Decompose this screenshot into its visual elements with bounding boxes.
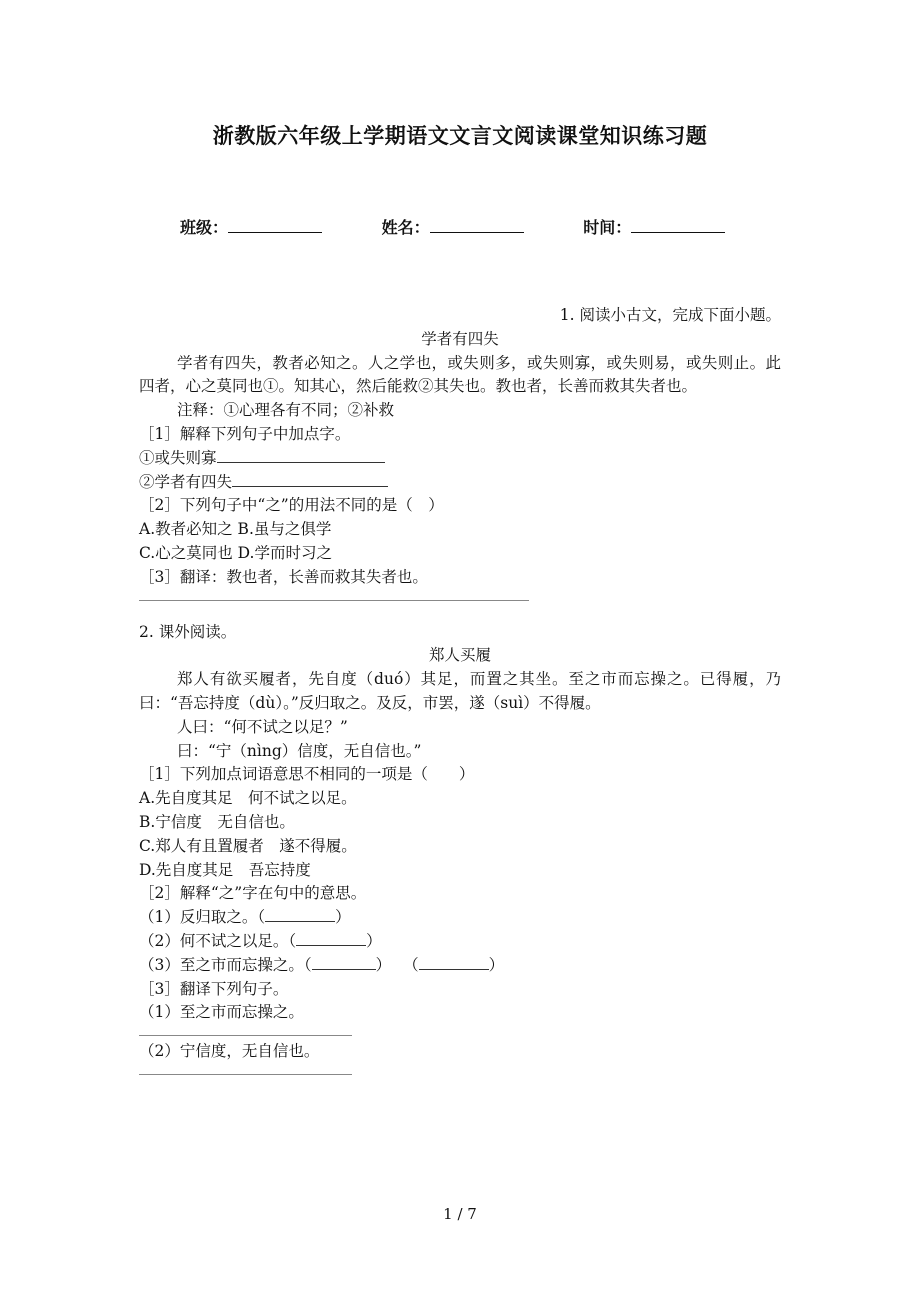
q2-item-2: （2）何不试之以足。（ bbox=[139, 931, 297, 950]
q1-passage: 学者有四失，教者必知之。人之学也，或失则多，或失则寡，或失则易，或失则止。此四者，心之莫同也①。知其心，然后能救②其失也。教也者，长善而救其失者也。 bbox=[139, 353, 781, 396]
q1-sub1-b-row bbox=[139, 471, 781, 495]
class-blank[interactable] bbox=[228, 220, 322, 233]
q1-sub2-options-ab: A.教者必知之 B.虽与之俱学 bbox=[139, 520, 332, 539]
q1-note: 注释：①心理各有不同；②补救 bbox=[177, 401, 395, 420]
class-label: 班级： bbox=[180, 218, 229, 237]
name-blank[interactable] bbox=[430, 220, 524, 233]
q2-item-2-blank[interactable] bbox=[296, 931, 366, 946]
q1-sub1-b: ②学者有四失 bbox=[139, 472, 233, 491]
q2-item-2-close: ） bbox=[366, 931, 382, 950]
q2-item-3-blank-1[interactable] bbox=[312, 955, 376, 970]
q1-sub1-a-blank[interactable] bbox=[217, 448, 385, 463]
q2-option-a: A.先自度其足 何不试之以足。 bbox=[139, 789, 357, 808]
time-label: 时间： bbox=[583, 218, 632, 237]
q1-sub1-a: ①或失则寡 bbox=[139, 448, 217, 467]
q2-item-3-blank-2[interactable] bbox=[419, 955, 489, 970]
q2-sub3: ［3］翻译下列句子。 bbox=[139, 979, 289, 998]
q2-item-3-close-1: ） bbox=[375, 955, 392, 974]
student-info-row bbox=[180, 215, 779, 238]
time-blank[interactable] bbox=[631, 220, 725, 233]
q2-passage: 郑人有欲买履者，先自度（duó）其足，而置之其坐。至之市而忘操之。已得履，乃曰：“吾忘持度（dù）。”反归取之。及反，市罢，遂（suì）不得履。 bbox=[139, 670, 781, 712]
q1-heading: 1. 阅读小古文，完成下面小题。 bbox=[559, 306, 781, 324]
q1-sub1-a-row bbox=[139, 447, 781, 471]
q2-item-1-blank[interactable] bbox=[265, 907, 335, 922]
q2-dialog-1: 人曰：“何不试之以足？” bbox=[177, 717, 348, 736]
page-title: 浙教版六年级上学期语文文言文阅读课堂知识练习题 bbox=[212, 124, 708, 148]
q1-sub2-options-cd: C.心之莫同也 D.学而时习之 bbox=[139, 543, 332, 562]
q2-option-c: C.郑人有且置履者 遂不得履。 bbox=[139, 836, 357, 855]
q2-item-1: （1）反归取之。（ bbox=[139, 908, 266, 927]
time-field[interactable] bbox=[583, 215, 725, 238]
q2-trans-2-answer-line[interactable] bbox=[139, 1074, 352, 1075]
q1-sub3: ［3］翻译：教也者，长善而救其失者也。 bbox=[139, 567, 428, 586]
question-content bbox=[139, 304, 781, 1075]
q2-heading: 2. 课外阅读。 bbox=[139, 622, 237, 641]
q2-item-1-row bbox=[139, 906, 781, 930]
q2-item-2-row bbox=[139, 930, 781, 954]
q1-sub1-b-blank[interactable] bbox=[232, 472, 388, 487]
q2-passage-title: 郑人买履 bbox=[428, 646, 491, 665]
q1-sub1: ［1］解释下列句子中加点字。 bbox=[139, 424, 351, 443]
name-field[interactable] bbox=[382, 215, 524, 238]
class-field[interactable] bbox=[180, 215, 322, 238]
spacer bbox=[139, 601, 781, 621]
q2-item-3-row bbox=[139, 954, 781, 978]
q2-option-d: D.先自度其足 吾忘持度 bbox=[139, 860, 311, 879]
q2-sub1: ［1］下列加点词语意思不相同的一项是（ ） bbox=[139, 765, 475, 784]
page-number: 1 / 7 bbox=[443, 1205, 477, 1223]
q2-dialog-2: 曰：“宁（nìng）信度，无自信也。” bbox=[177, 741, 422, 760]
q2-option-b: B.宁信度 无自信也。 bbox=[139, 812, 295, 831]
q2-item-3-close-2: ） bbox=[488, 955, 505, 974]
q2-trans-2: （2）宁信度，无自信也。 bbox=[139, 1042, 320, 1061]
q2-sub2: ［2］解释“之”字在句中的意思。 bbox=[139, 884, 367, 903]
q2-trans-1-answer-line[interactable] bbox=[139, 1035, 352, 1036]
q2-item-3: （3）至之市而忘操之。（ bbox=[139, 955, 312, 974]
name-label: 姓名： bbox=[381, 218, 430, 237]
q1-sub2: ［2］下列句子中“之”的用法不同的是（ ） bbox=[139, 496, 444, 515]
q2-trans-1: （1）至之市而忘操之。 bbox=[139, 1003, 304, 1022]
q2-item-3-open-2: （ bbox=[403, 955, 419, 974]
q1-passage-title: 学者有四失 bbox=[421, 329, 499, 348]
q2-item-1-close: ） bbox=[335, 908, 351, 927]
